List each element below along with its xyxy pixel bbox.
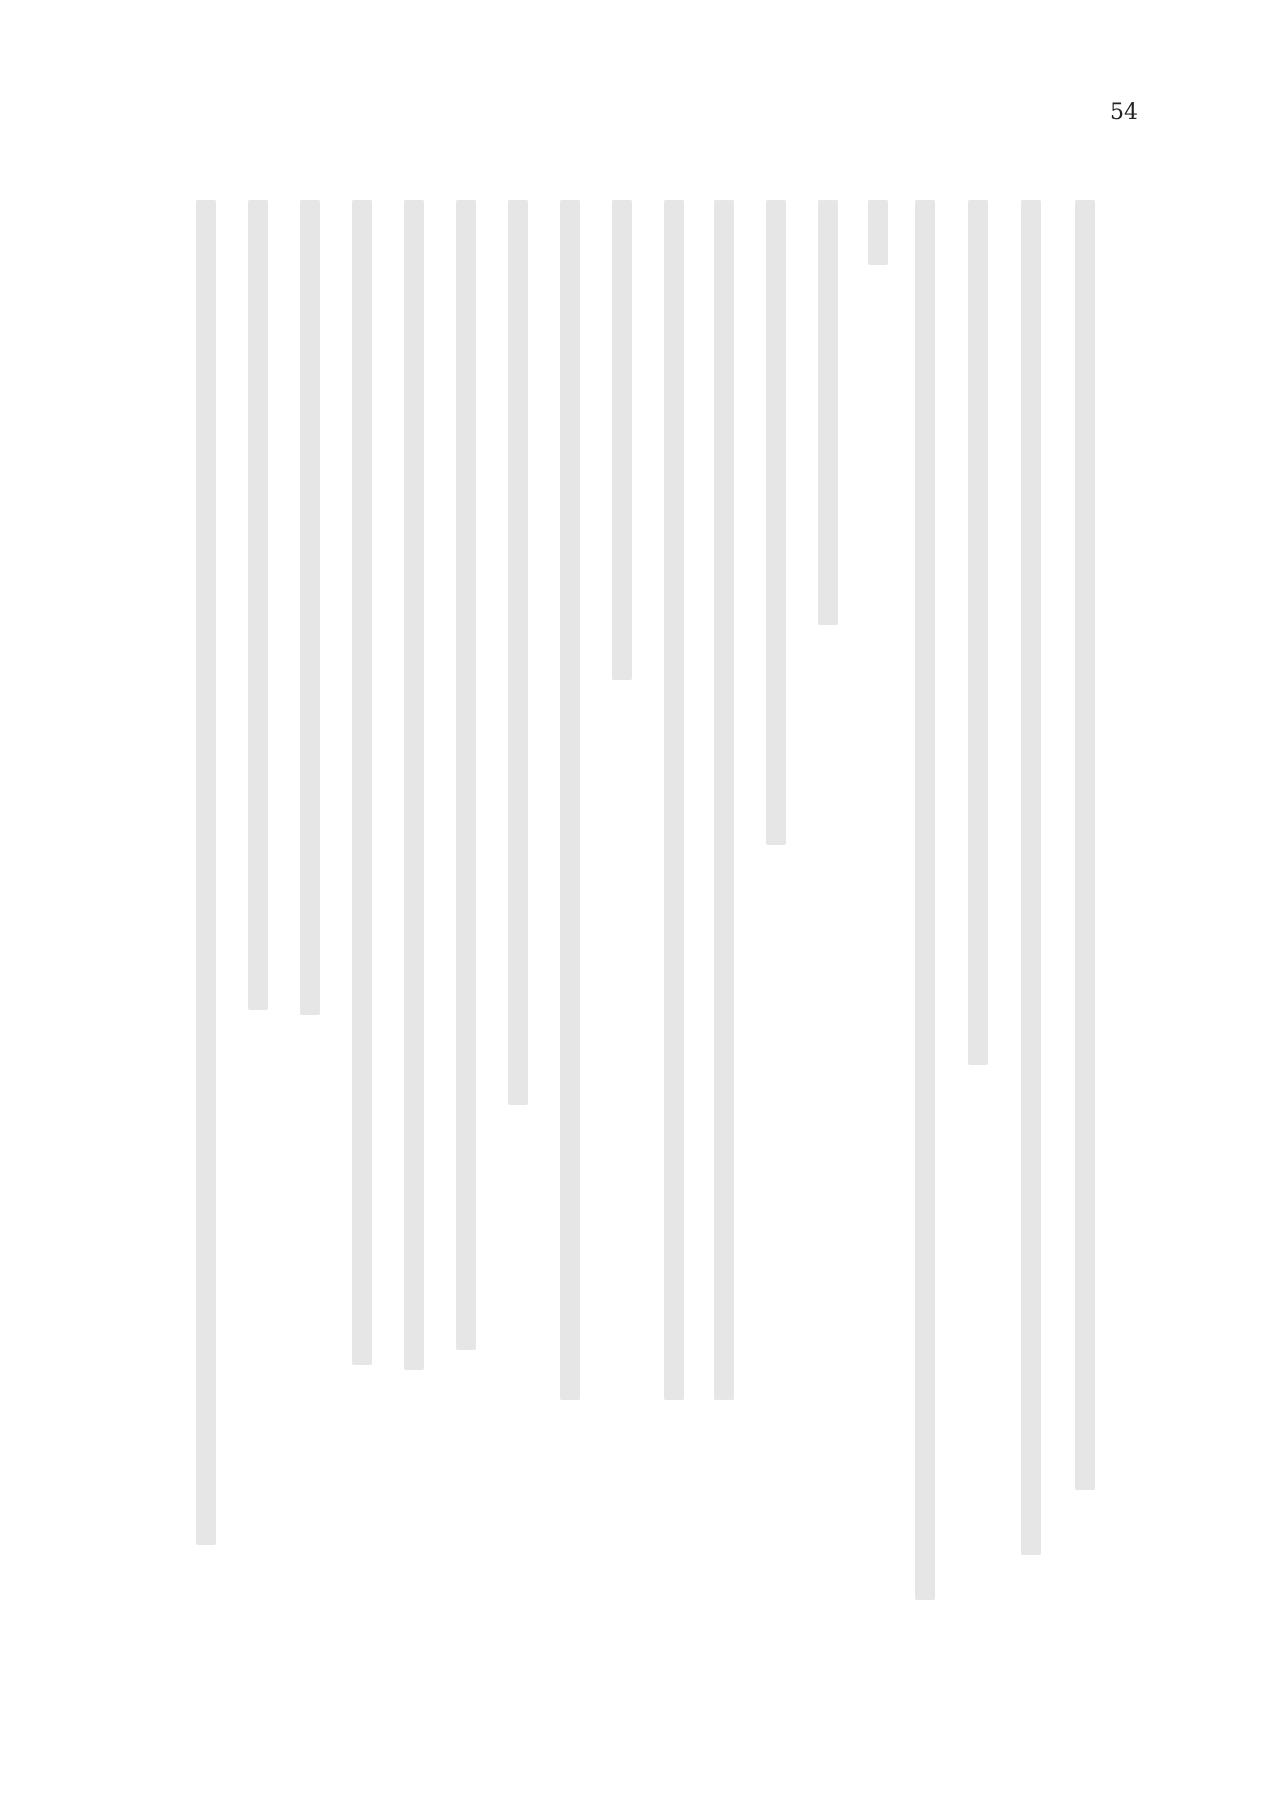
- text-column-placeholder: [714, 200, 734, 1400]
- text-column-placeholder: [868, 200, 888, 265]
- page-number: 54: [1110, 100, 1138, 125]
- text-column-placeholder: [248, 200, 268, 1010]
- text-column-placeholder: [612, 200, 632, 680]
- text-column-placeholder: [915, 200, 935, 1600]
- text-column-placeholder: [664, 200, 684, 1400]
- text-column-placeholder: [818, 200, 838, 625]
- text-column-placeholder: [560, 200, 580, 1400]
- text-column-placeholder: [300, 200, 320, 1015]
- text-column-placeholder: [196, 200, 216, 1545]
- text-column-placeholder: [1075, 200, 1095, 1490]
- text-column-placeholder: [1021, 200, 1041, 1555]
- text-column-placeholder: [766, 200, 786, 845]
- text-column-placeholder: [404, 200, 424, 1370]
- text-column-placeholder: [508, 200, 528, 1105]
- text-column-placeholder: [968, 200, 988, 1065]
- text-column-placeholder: [456, 200, 476, 1350]
- text-column-placeholder: [352, 200, 372, 1365]
